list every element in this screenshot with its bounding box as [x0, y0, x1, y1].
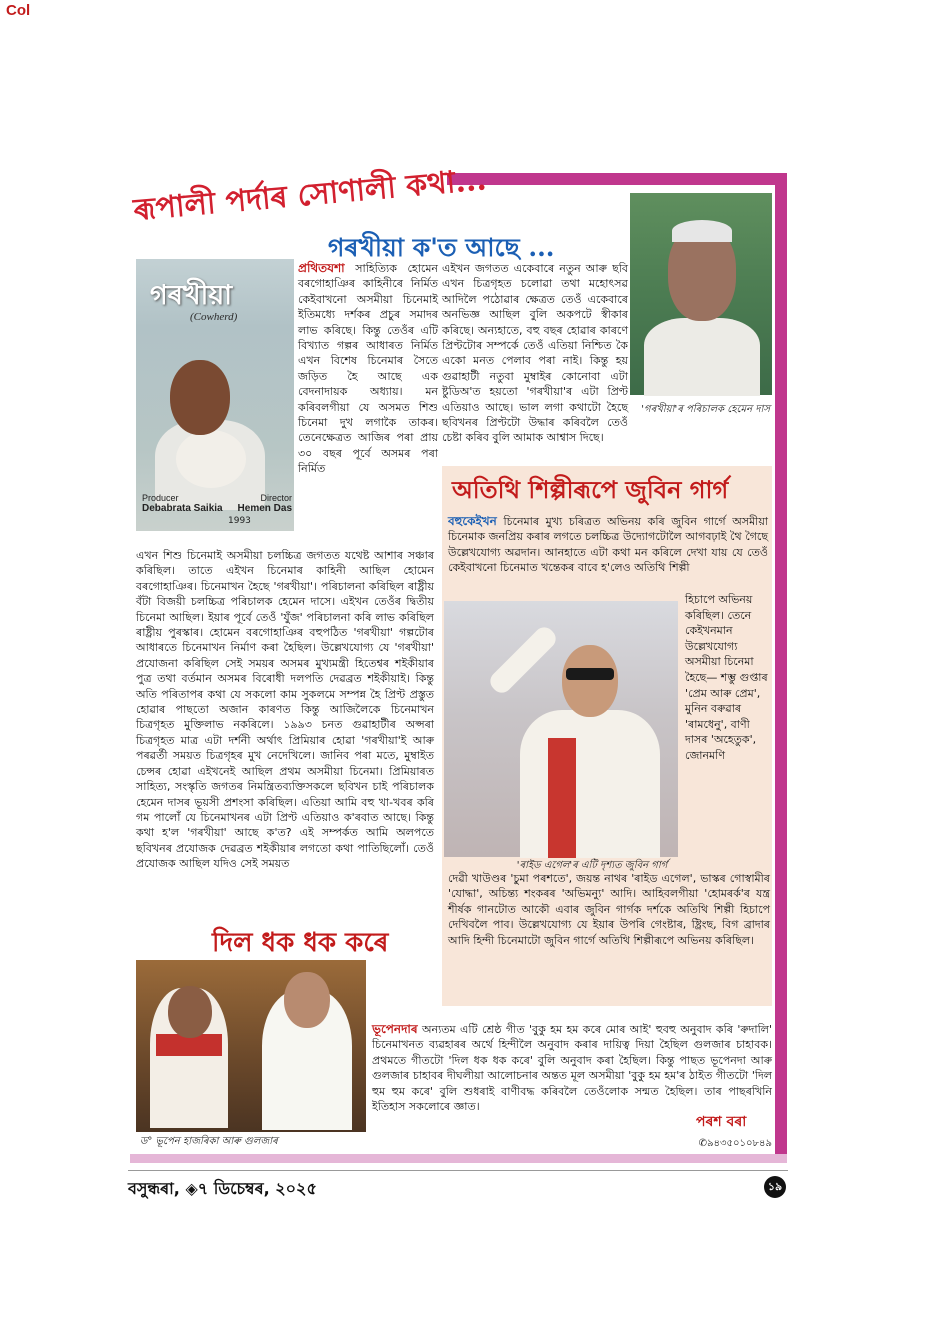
author-phone-number: ৯৪৩৫০১০৮৪৯ — [707, 1138, 772, 1149]
poster-producer-label: Producer — [142, 493, 179, 503]
poster-title: গৰখীয়া — [150, 280, 233, 311]
footer-divider — [128, 1170, 788, 1171]
portrait-shirt — [644, 318, 760, 396]
author-byline: পৰশ বৰা — [696, 1114, 747, 1130]
page-number-badge: ১৯ — [764, 1176, 786, 1198]
guest-text-side: হিচাপে অভিনয় কৰিছিল। তেনে কেইখনমান উল্লেখযোগ্য অসমীয়া চিনেমা হৈছে— শম্ভু গুপ্তাৰ 'প্ৰেম আৰু প্ৰেম', মুনিন বৰুৱাৰ 'ৰামধেনু', বাণী দাসৰ 'অহেতুক', জোনমণি — [685, 593, 768, 762]
song-text — [372, 1022, 772, 1114]
concert-photo-caption: 'ৰাইড এগেল'ৰ এটি দৃশ্যত জুবিন গাৰ্গ — [516, 860, 668, 871]
gulzar-head — [284, 972, 330, 1028]
poster-boy-head — [170, 360, 230, 435]
singer-glasses — [566, 668, 614, 680]
article-column-3: এখন শিশু চিনেমাই অসমীয়া চলচ্চিত্ৰ জগতত যথেষ্ট আশাৰ সঞ্চাৰ কৰিছিল। তাতে এইখন চিনেমাৰ কাহিনী আছিল হোমেন বৰগোহাঞিৰ। চিনেমাখন হৈছে 'গৰখীয়া'। পৰিচালনা কৰিছিল ৰাষ্ট্ৰীয় বঁটা বিজয়ী চলচ্চিত্ৰ পৰিচালক হেমেন দাসে। এইখন তেওঁৰ দ্বিতীয় চিনেমা আছিল। ইয়াৰ পূৰ্বে তেওঁ 'যুঁজ' পৰিচালনা কৰি লাভ কৰিছিল ৰাষ্ট্ৰীয় পুৰস্কাৰ। হোমেন বৰগোহাঞিৰ বহুপঠিত 'গৰখীয়া' গল্পটোৰ আধাৰতে চিনেমাখন নিৰ্মাণ কৰা হৈছিল। উল্লেখযোগ্য যে 'গৰখীয়া' প্ৰযোজনা কৰিছিল সেই সময়ৰ অসমৰ মুখ্যমন্ত্ৰী হিতেশ্বৰ শইকীয়াৰ পুত্ৰ তথা বৰ্তমান অসমৰ বিৰোধী দলপতি দেৱব্ৰত শইকীয়াই। কিন্তু অতি পৰিতাপৰ কথা যে সকলো কাম সুকলমে সম্পন্ন হৈ প্ৰিণ্ট প্ৰস্তুত হোৱাৰ পাছতো অজান কাৰণত কিন্তু আজিলৈকে চিনেমাখন চিত্ৰগৃহত মুক্তিলাভ নকৰিলে। ১৯৯৩ চনত গুৱাহাটীৰ অপ্সৰা চিত্ৰগৃহত মাত্ৰ এটা দৰ্শনী অৰ্থাৎ প্ৰিমিয়াৰ হোৱা 'গৰখীয়া'ই আৰু পৰৱৰ্তী সময়ত চিত্ৰগৃহৰ মুখ নেদেখিলে। জানিব পৰা মতে, মুম্বাইত চেন্সৰ হোৱা এইখনেই আছিল প্ৰথম অসমীয়া চিনেমা। প্ৰিমিয়াৰত সাহিত্য, সংস্কৃতি জগতৰ নিমন্ত্ৰিতব্যক্তিসকলে ছবিখন চাই পৰিচালক হেমেন দাসৰ ভূয়সী প্ৰশংসা কৰিছিল। এতিয়া আমি বহু খা-খবৰ কৰি গম পালোঁ যে চিনেমাখনৰ এটা প্ৰিণ্ট এতিয়াও ক'ৰবাত আছে। কিন্তু কথা হ'ল 'গৰখীয়া' আছে ক'ত? এই সম্পৰ্কত আমি অলপতে ছবিখনৰ প্ৰযোজক দেৱব্ৰত শইকীয়াৰ লগতো কথা পাতিছিলোঁ। তেওঁ প্ৰযোজক আছিল যদিও সেই সময়ত — [136, 549, 434, 871]
poster-year: 1993 — [228, 516, 251, 526]
bhupen-head — [168, 986, 212, 1038]
song-text-body: অন্যতম এটি শ্ৰেষ্ঠ গীত 'বুকু হম হম কৰে মোৰ আই' হুবহু অনুবাদ কৰি 'ৰুদালি' চিনেমাখনত ব্যৱহাৰৰ অৰ্থে হিন্দীলৈ অনুবাদ কৰাৰ দায়িত্ব দিয়া হৈছিল গুলজাৰ চাহাবক। প্ৰথমতে গীতটো 'দিল ধক ধক কৰে' বুলি অনুবাদ কৰা হৈছিল। কিন্তু পাছত ভূপেনদা আৰু গুলজাৰ চাহাবৰ দীঘলীয়া আলোচনাৰ অন্তত মূল অসমীয়া 'বুকু হম হম'ৰ ঠাইত গীতটো 'দিল হুম হুম কৰে' বুলি শুধৰাই বাণীবদ্ধ কৰিবলৈ তেওঁলোক সন্মত হৈছিল। তাৰ পাছৰখিনি ইতিহাস সকলোৰে জ্ঞাত। — [372, 1023, 772, 1114]
guest-lead-word: বহুকেইখন — [448, 514, 497, 528]
footer-date: ৭ ডিচেম্বৰ, ২০২৫ — [197, 1179, 317, 1198]
portrait-hair — [672, 220, 732, 242]
song-lead-word: ভূপেনদাৰ — [372, 1022, 418, 1036]
frame-top-bar — [447, 173, 787, 185]
singer-head — [562, 645, 618, 717]
phone-icon: ✆ — [698, 1138, 708, 1149]
guest-text-bottom: দেৱী খাউণ্ডৰ 'চুমা পৰশতে', জয়ন্ত নাথৰ 'ৰাইড এগেল', ভাস্কৰ গোস্বামীৰ 'যোদ্ধা', অচিন্ত্য শংকৰৰ 'অভিমন্যু' আদি। আহিবলগীয়া 'হোমৰৰ্ক'ৰ যন্ত্ৰ শীৰ্ষক গানটোত আকৌ এবাৰ জুবিন গাৰ্গক দৰ্শকে অতিথি শিল্পী হিচাপে দেখিবলৈ পাব। উল্লেখযোগ্য যে ইয়াৰ উপৰি গেংষ্টাৰ, ষ্ট্ৰিংছ, বিগ ব্ৰাদাৰ আদি হিন্দী চিনেমাটো জুবিন গাৰ্গে অতিথি শিল্পীৰূপে অভিনয় কৰিছিল। — [448, 872, 770, 947]
poster-producer-name: Debabrata Saikia — [142, 503, 223, 514]
footer-magazine-name: বসুন্ধৰা, — [128, 1179, 180, 1198]
portrait-caption: 'গৰখীয়া'ৰ পৰিচালক হেমেন দাস — [641, 404, 770, 415]
poster-calf-figure — [176, 430, 246, 488]
guest-text-top — [448, 514, 768, 576]
diamond-icon: ◈ — [185, 1179, 198, 1198]
frame-right-bar — [775, 173, 787, 1163]
article-lead-word: প্ৰথিতযশা — [298, 261, 345, 275]
article-column-2: এইখন জগতত একেবাৰে নতুন আৰু ছবি এখন চিত্ৰগৃহত চলোৱা তথা মহোৎসৱ আদিলৈ পঠোৱাৰ ক্ষেত্ৰত তেওঁ একেবাৰে অনভিজ্ঞ আছিল বুলি অকপটে স্বীকাৰ কৰিছে। অন্যহাতে, বহু বছৰ হোৱাৰ কাৰণে প্ৰিণ্টটোৰ সম্পৰ্কে তেওঁ এতিয়া নিশ্চিত কৈ একো মনত পেলাব পৰা নাই। কিন্তু হয় গুৱাহাটী নতুবা মুম্বাইৰ কোনোবা এটা ষ্টুডিঅ'ত হয়তো 'গৰখীয়া'ৰ এটা প্ৰিণ্ট এতিয়াও আছে। ভাল লগা কথাটো হৈছে ছবিখনৰ প্ৰিণ্টটো উদ্ধাৰ কৰিবলৈ তেওঁ চেষ্টা কৰিব বুলি আমাক আশ্বাস দিছে। — [442, 262, 628, 445]
article-subheadline: গৰখীয়া ক'ত আছে ... — [328, 233, 555, 262]
singer-body — [520, 710, 660, 858]
poster-director-name: Hemen Das — [237, 503, 292, 514]
article-column-1 — [298, 261, 438, 477]
author-phone — [676, 1136, 772, 1153]
corner-tag: Col — [6, 2, 31, 19]
poster-credits — [142, 493, 292, 514]
poster-director-label: Director — [260, 493, 292, 503]
guest-text-top-body: চিনেমাৰ মুখ্য চৰিত্ৰত অভিনয় কৰি জুবিন গাৰ্গে অসমীয়া চিনেমাক জনপ্ৰিয় কৰাৰ লগতে চলচ্চিত্ৰ উদ্যোগটোলৈ আগবঢ়াই থৈ গৈছে উল্লেখযোগ্য অৱদান। আনহাতে এটা কথা মন কৰিলে দেখা যায় যে তেওঁ কেইবাখনো চিনেমাত খন্তেকৰ বাবে হ'লেও অতিথি শিল্পী — [448, 515, 768, 575]
frame-bottom-bar — [130, 1154, 787, 1163]
song-section-title: দিল ধক ধক কৰে — [212, 928, 389, 958]
page-headline: ৰূপালী পৰ্দাৰ সোণালী কথা... — [132, 162, 488, 229]
singer-gamosa — [548, 738, 576, 858]
poster-subtitle: (Cowherd) — [190, 311, 238, 323]
duo-photo-caption: ড° ভূপেন হাজৰিকা আৰু গুলজাৰ — [140, 1136, 278, 1147]
article-column-1-text: সাহিত্যিক হোমেন বৰগোহাঞিৰ কাহিনীৰে নিৰ্মিত কেইবাখনো অসমীয়া চিনেমাই ইতিমধ্যে দৰ্শকৰ প্ৰচুৰ সমাদৰ লাভ কৰিছে। কিন্তু তেওঁৰ এটি বিখ্যাত গল্পৰ আধাৰত নিৰ্মিত এখন বিশেষ চিনেমাৰ সৈতে জড়িত হৈ আছে এক বেদনাদায়ক অধ্যায়। মন কৰিবলগীয়া যে অসমত শিশু চিনেমা দুখ লগাকৈ তাকৰ। তেনেক্ষেত্ৰত আজিৰ পৰা প্ৰায় ৩০ বছৰ পূৰ্বে অসমৰ পৰা নিৰ্মিত — [298, 262, 438, 476]
footer-masthead — [128, 1176, 317, 1203]
guest-artist-title: অতিথি শিল্পীৰূপে জুবিন গাৰ্গ — [452, 475, 729, 504]
